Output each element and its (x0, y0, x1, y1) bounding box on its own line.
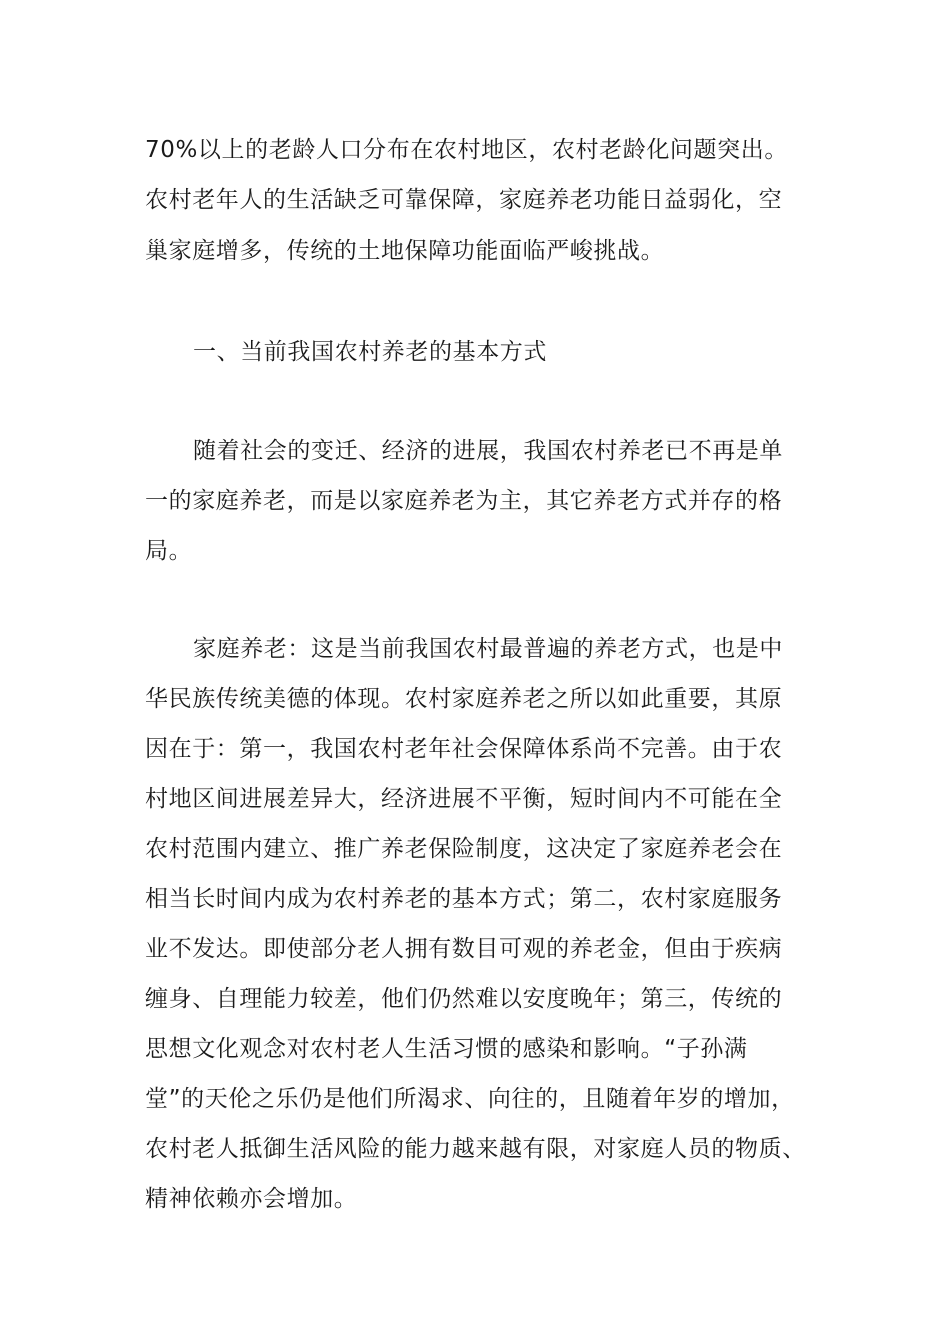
paragraph-3-line-11: 农村老人抵御生活风险的能力越来越有限，对家庭人员的物质、 (145, 1136, 806, 1162)
paragraph-3-line-4: 村地区间进展差异大，经济进展不平衡，短时间内不可能在全 (145, 786, 783, 812)
paragraph-3-line-9: 思想文化观念对农村老人生活习惯的感染和影响。“子孙满 (145, 1036, 748, 1062)
intro-line-1: 70%以上的老龄人口分布在农村地区，农村老龄化问题突出。 (145, 137, 788, 163)
paragraph-3-line-2: 华民族传统美德的体现。农村家庭养老之所以如此重要，其原 (145, 686, 783, 712)
paragraph-3-line-3: 因在于：第一，我国农村老年社会保障体系尚不完善。由于农 (145, 736, 783, 762)
paragraph-3-line-5: 农村范围内建立、推广养老保险制度，这决定了家庭养老会在 (145, 836, 783, 862)
paragraph-3-line-1: 家庭养老：这是当前我国农村最普遍的养老方式，也是中 (193, 636, 783, 662)
paragraph-2-line-1: 随着社会的变迁、经济的进展，我国农村养老已不再是单 (193, 438, 783, 464)
intro-line-3: 巢家庭增多，传统的土地保障功能面临严峻挑战。 (145, 238, 665, 264)
paragraph-2-line-3: 局。 (145, 538, 193, 564)
paragraph-3-line-7: 业不发达。即使部分老人拥有数目可观的养老金，但由于疾病 (145, 936, 783, 962)
paragraph-3-line-10: 堂”的天伦之乐仍是他们所渴求、向往的，且随着年岁的增加， (145, 1086, 795, 1112)
paragraph-3-line-6: 相当长时间内成为农村养老的基本方式；第二，农村家庭服务 (145, 886, 783, 912)
paragraph-3-line-12: 精神依赖亦会增加。 (145, 1186, 358, 1212)
intro-line-2: 农村老年人的生活缺乏可靠保障，家庭养老功能日益弱化，空 (145, 187, 783, 213)
paragraph-3-line-8: 缠身、自理能力较差，他们仍然难以安度晚年；第三，传统的 (145, 986, 783, 1012)
paragraph-2-line-2: 一的家庭养老，而是以家庭养老为主，其它养老方式并存的格 (145, 488, 783, 514)
section-heading: 一、当前我国农村养老的基本方式 (193, 339, 547, 365)
